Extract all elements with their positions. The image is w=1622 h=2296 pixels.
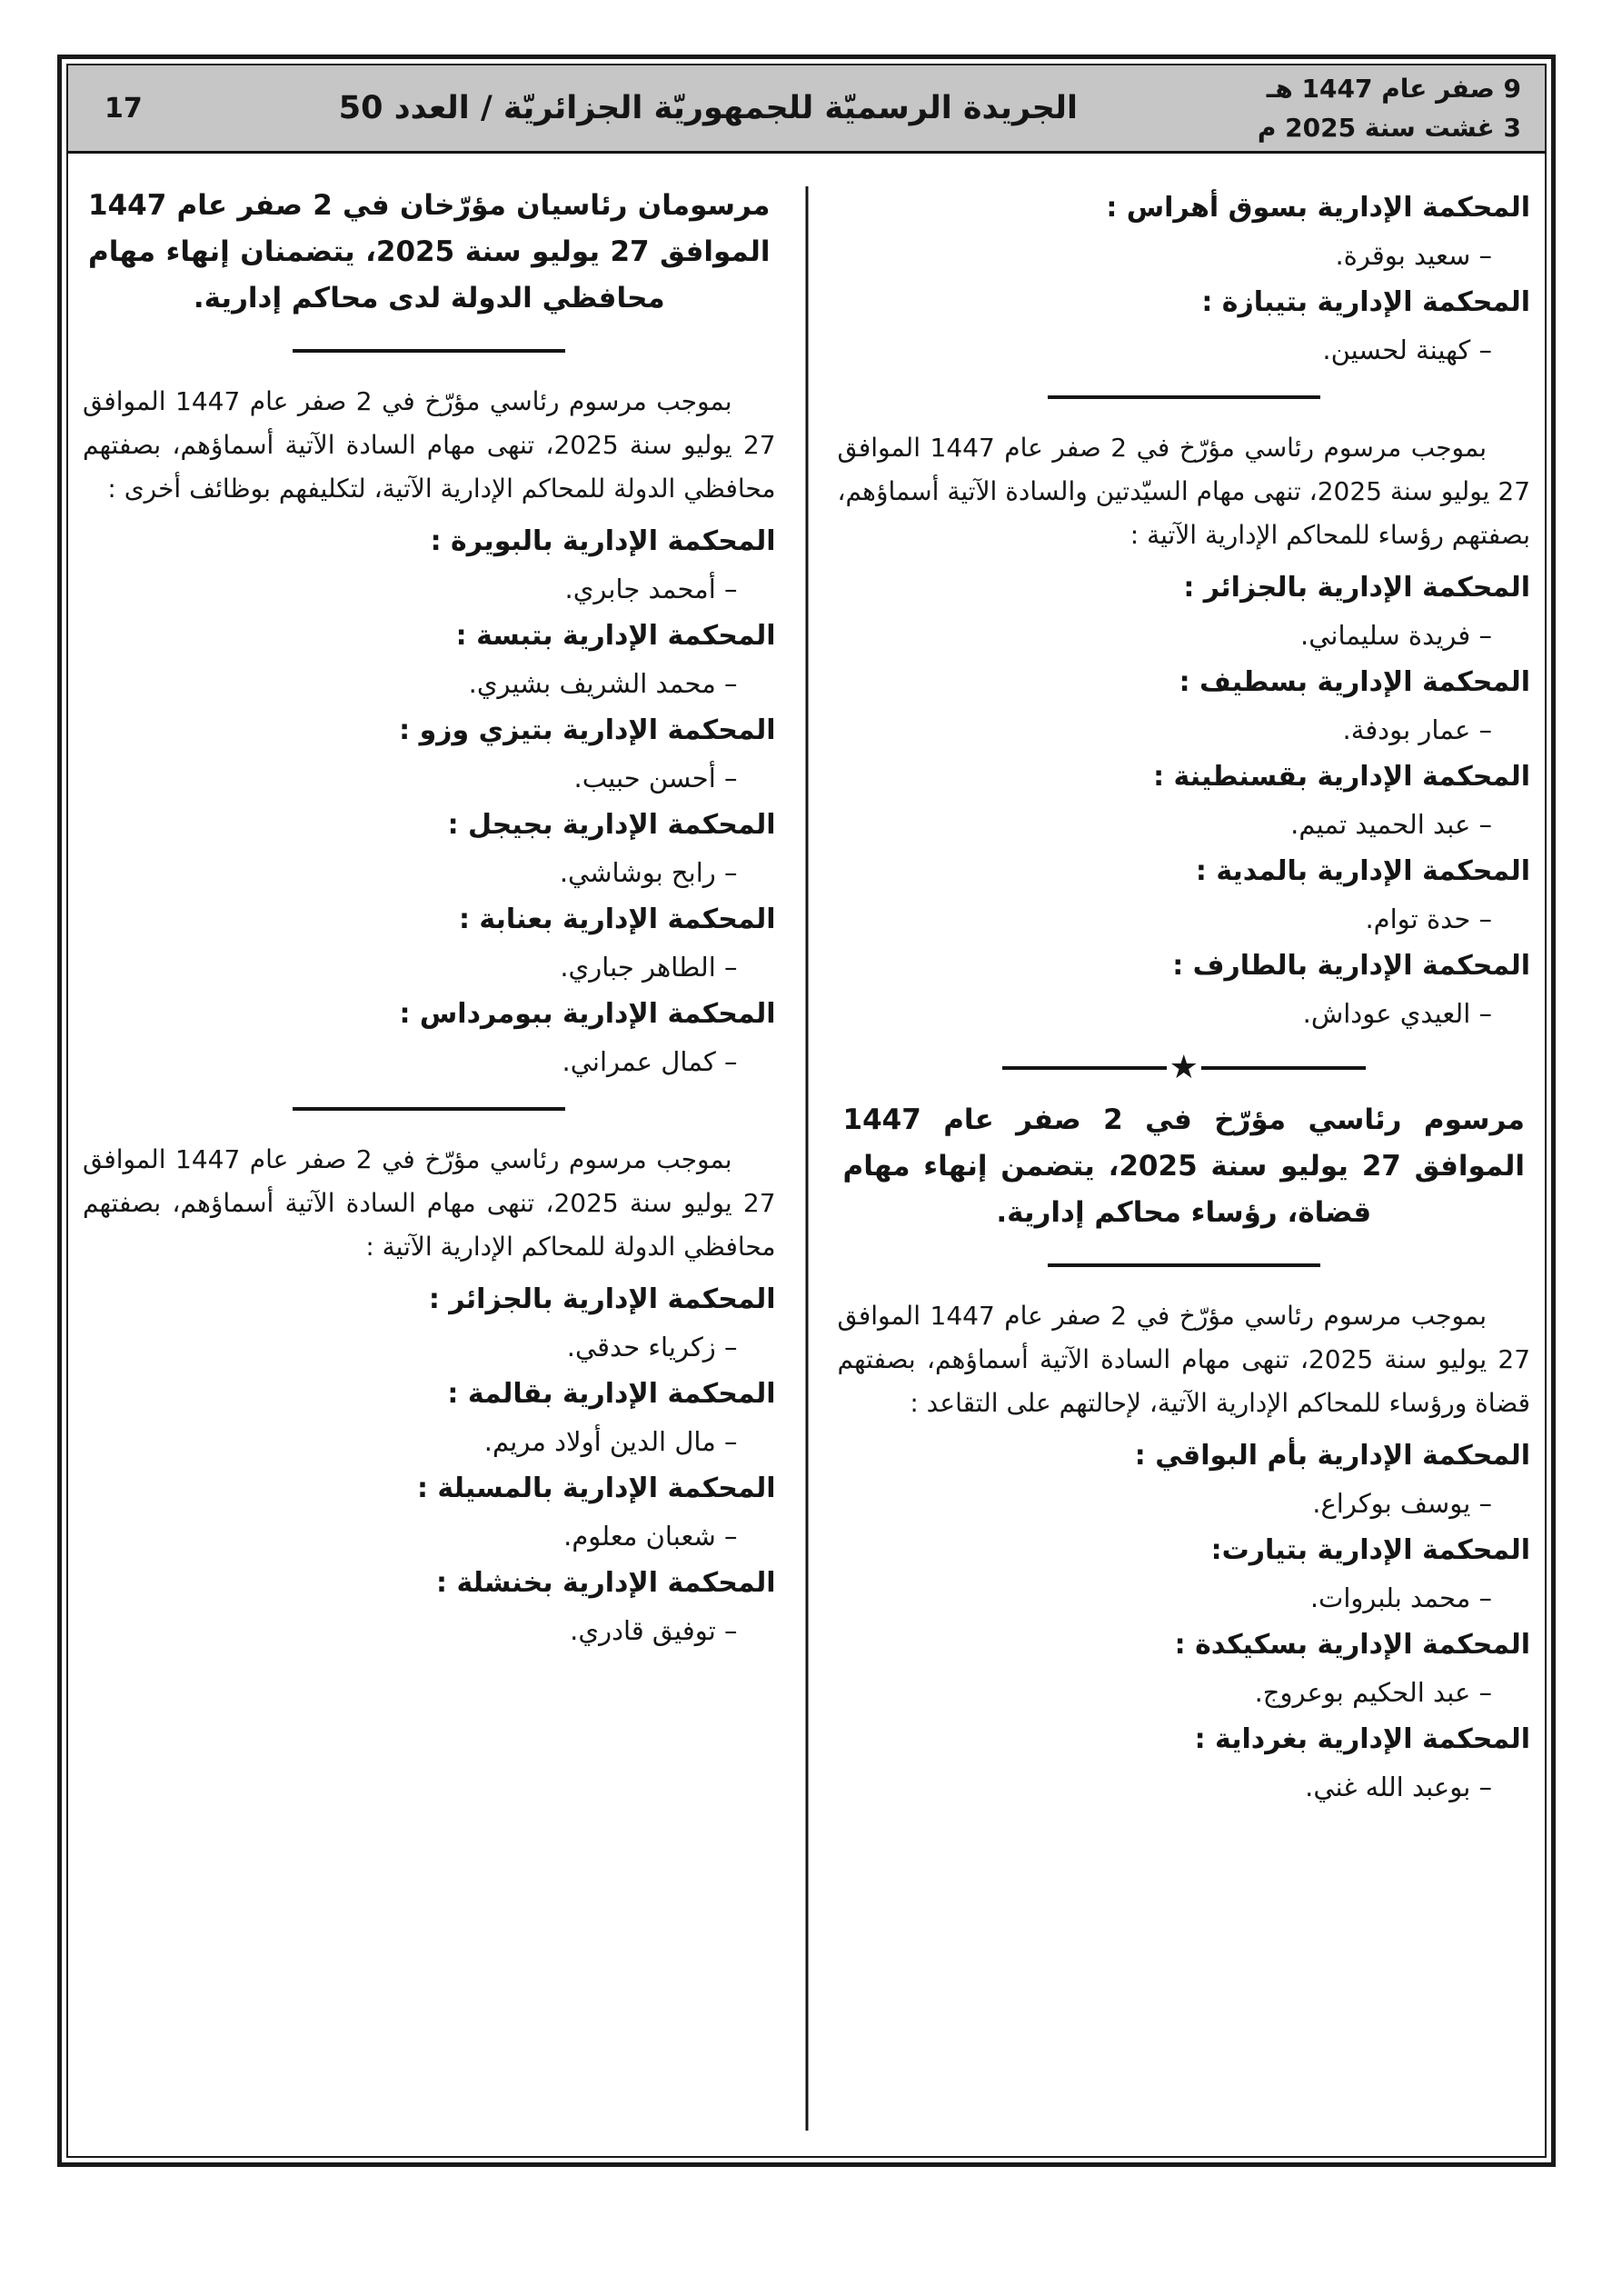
decree-paragraph: بموجب مرسوم رئاسي مؤرّخ في 2 صفر عام 1447 الموافق 27 يوليو سنة 2025، تنهى مهام السادة الآتية أسماؤهم، بصفتهم محافظي الدولة للمحاكم الإدارية الآتية : [83,1144,776,1262]
page-frame [57,55,1556,2167]
official-name: – فريدة سليماني. [1299,620,1492,651]
star-divider [1002,1049,1366,1086]
official-name: – أحسن حبيب. [573,763,738,794]
page-number: 17 [104,92,143,125]
official-name: – كهينة لحسين. [1322,334,1492,365]
official-name: – عمار بودفة. [1342,714,1492,745]
official-name: – مال الدين أولاد مريم. [483,1426,738,1457]
court-heading: المحكمة الإدارية بغرداية : [1194,1723,1530,1755]
court-heading: المحكمة الإدارية بتيزي وزو : [399,714,776,746]
column-divider [805,186,808,2131]
header-dates [1258,69,1521,148]
star-icon: ★ [1169,1049,1199,1086]
divider-line [1201,1066,1366,1070]
divider-line [1002,1066,1167,1070]
official-name: – الطاهر جباري. [560,952,738,983]
court-heading: المحكمة الإدارية بتيبازة : [1201,286,1530,318]
court-heading: المحكمة الإدارية بالجزائر : [428,1283,776,1315]
official-name: – عبد الحميد تميم. [1290,809,1492,840]
decree-paragraph: بموجب مرسوم رئاسي مؤرّخ في 2 صفر عام 1447 الموافق 27 يوليو سنة 2025، تنهى مهام السادة الآتية أسماؤهم، بصفتهم قضاة ورؤساء للمحاكم الإدارية الآتية، لإحالتهم على التقاعد : [837,1301,1531,1418]
court-heading: المحكمة الإدارية بسكيكدة : [1174,1629,1530,1661]
decree-paragraph: بموجب مرسوم رئاسي مؤرّخ في 2 صفر عام 1447 الموافق 27 يوليو سنة 2025، تنهى مهام السادة الآتية أسماؤهم، بصفتهم محافظي الدولة للمحاكم الإدارية الآتية، لتكليفهم بوظائف أخرى : [83,386,776,504]
court-heading: المحكمة الإدارية ببومرداس : [399,998,776,1030]
official-name: – محمد بلبروات. [1309,1582,1492,1613]
page-frame-inner [66,64,1547,2158]
court-heading: المحكمة الإدارية بقسنطينة : [1153,761,1530,793]
official-name: – كمال عمراني. [562,1046,738,1077]
column-left [77,154,807,2156]
decree-title: مرسومان رئاسيان مؤرّخان في 2 صفر عام 1447 الموافق 27 يوليو سنة 2025، يتضمنان إنهاء مهام محافظي الدولة لدى محاكم إدارية. [88,189,771,314]
court-heading: المحكمة الإدارية بالمدية : [1195,855,1530,887]
court-heading: المحكمة الإدارية بالمسيلة : [416,1472,776,1504]
column-right [807,154,1537,2156]
header-band [68,65,1545,154]
official-name: – حدة توام. [1365,903,1492,934]
court-heading: المحكمة الإدارية بالجزائر : [1183,572,1530,604]
date-gregorian: 3 غشت سنة 2025 م [1257,113,1521,143]
court-heading: المحكمة الإدارية بالطارف : [1172,950,1530,982]
section-divider [293,1107,565,1111]
official-name: – بوعبد الله غني. [1305,1772,1492,1802]
court-heading: المحكمة الإدارية بقالمة : [447,1378,776,1410]
journal-title: الجريدة الرسميّة للجمهوريّة الجزائريّة / العدد 50 [338,90,1079,126]
section-divider [1048,395,1320,399]
decree-title: مرسوم رئاسي مؤرّخ في 2 صفر عام 1447 الموافق 27 يوليو سنة 2025، يتضمن إنهاء مهام قضاة، رؤساء محاكم إدارية. [842,1103,1526,1229]
decree-paragraph: بموجب مرسوم رئاسي مؤرّخ في 2 صفر عام 1447 الموافق 27 يوليو سنة 2025، تنهى مهام السيّدتين والسادة الآتية أسماؤهم، بصفتهم رؤساء للمحاكم الإدارية الآتية : [837,433,1531,550]
official-name: – زكرياء حدقي. [566,1332,738,1363]
official-name: – عبد الحكيم بوعروج. [1254,1677,1492,1708]
court-heading: المحكمة الإدارية بالبويرة : [430,525,776,557]
court-heading: المحكمة الإدارية بسوق أهراس : [1106,192,1530,224]
court-heading: المحكمة الإدارية بعنابة : [458,903,776,935]
official-name: – سعيد بوقرة. [1335,240,1492,271]
court-heading: المحكمة الإدارية بجيجل : [447,809,776,841]
court-heading: المحكمة الإدارية بتبسة : [455,620,776,652]
court-heading: المحكمة الإدارية بأم البواقي : [1134,1440,1530,1472]
section-divider [1048,1263,1320,1267]
section-divider [293,349,565,353]
court-heading: المحكمة الإدارية بخنشلة : [436,1567,776,1599]
official-name: – رابح بوشاشي. [559,857,738,888]
official-name: – توفيق قادري. [570,1615,738,1646]
page-content [68,154,1545,2156]
official-name: – أمحمد جابري. [564,574,738,604]
court-heading: المحكمة الإدارية بسطيف : [1179,666,1530,698]
official-name: – محمد الشريف بشيري. [468,668,738,699]
official-name: – العيدي عوداش. [1302,998,1492,1029]
official-name: – يوسف بوكراع. [1312,1488,1492,1519]
official-name: – شعبان معلوم. [563,1521,738,1552]
date-hijri: 9 صفر عام 1447 هـ [1266,73,1521,104]
court-heading: المحكمة الإدارية بتيارت: [1210,1534,1530,1566]
